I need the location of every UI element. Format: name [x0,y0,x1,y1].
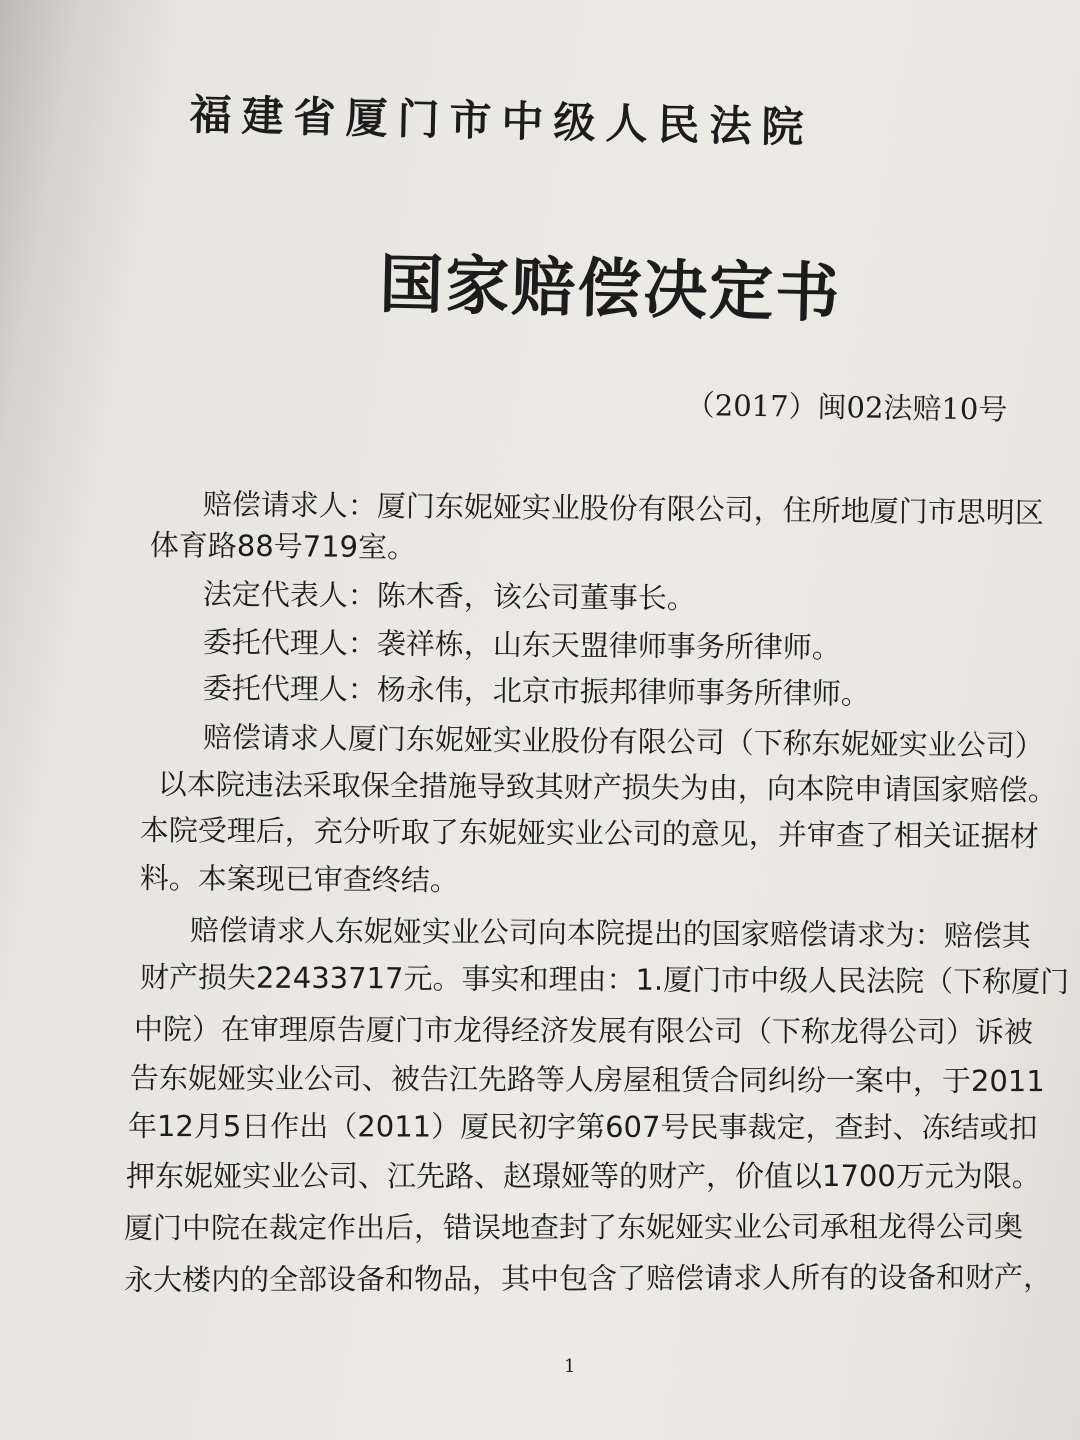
body-line: 押东妮娅实业公司、江先路、赵璟娅等的财产，价值以1700万元为限。 [126,1159,1041,1193]
body-line: 年12月5日作出（2011）厦民初字第607号民事裁定，查封、冻结或扣 [127,1109,1038,1145]
body-line: 体育路88号719室。 [149,527,417,565]
body-line: 财产损失22433717元。事实和理由：1.厦门市中级人民法院（下称厦门 [139,960,1070,999]
document-title: 国家赔偿决定书 [378,247,842,332]
body-line: 赔偿请求人厦门东妮娅实业股份有限公司（下称东妮娅实业公司） [202,719,1044,763]
body-line: 委托代理人：杨永伟，北京市振邦律师事务所律师。 [202,670,870,711]
body-line: 厦门中院在裁定作出后，错误地查封了东妮娅实业公司承租龙得公司奥 [124,1209,1024,1245]
body-line: 永大楼内的全部设备和物品，其中包含了赔偿请求人所有的设备和财产， [124,1259,1053,1297]
body-line: 赔偿请求人东妮娅实业公司向本院提出的国家赔偿请求为：赔偿其 [189,913,1031,953]
court-name: 福建省厦门市中级人民法院 [189,90,814,153]
body-line: 告东妮娅实业公司、被告江先路等人房屋租赁合同纠纷一案中，于2011 [129,1061,1045,1099]
body-line: 料。本案现已审查终结。 [139,861,460,898]
body-line: 以本院违法采取保全措施导致其财产损失为由，向本院申请国家赔偿。 [157,767,1057,808]
case-number: （2017）闽02法赔10号 [685,388,1008,427]
body-line: 本院受理后，充分听取了东妮娅实业公司的意见，并审查了相关证据材 [139,813,1039,854]
body-line: 中院）在审理原告厦门市龙得经济发展有限公司（下称龙得公司）诉被 [133,1012,1034,1050]
body-line: 法定代表人：陈木香，该公司董事长。 [202,576,696,616]
body-line: 赔偿请求人：厦门东妮娅实业股份有限公司，住所地厦门市思明区 [202,486,1044,530]
body-line: 委托代理人：袭祥栋，山东天盟律师事务所律师。 [202,624,841,665]
page-number: 1 [564,1356,576,1377]
